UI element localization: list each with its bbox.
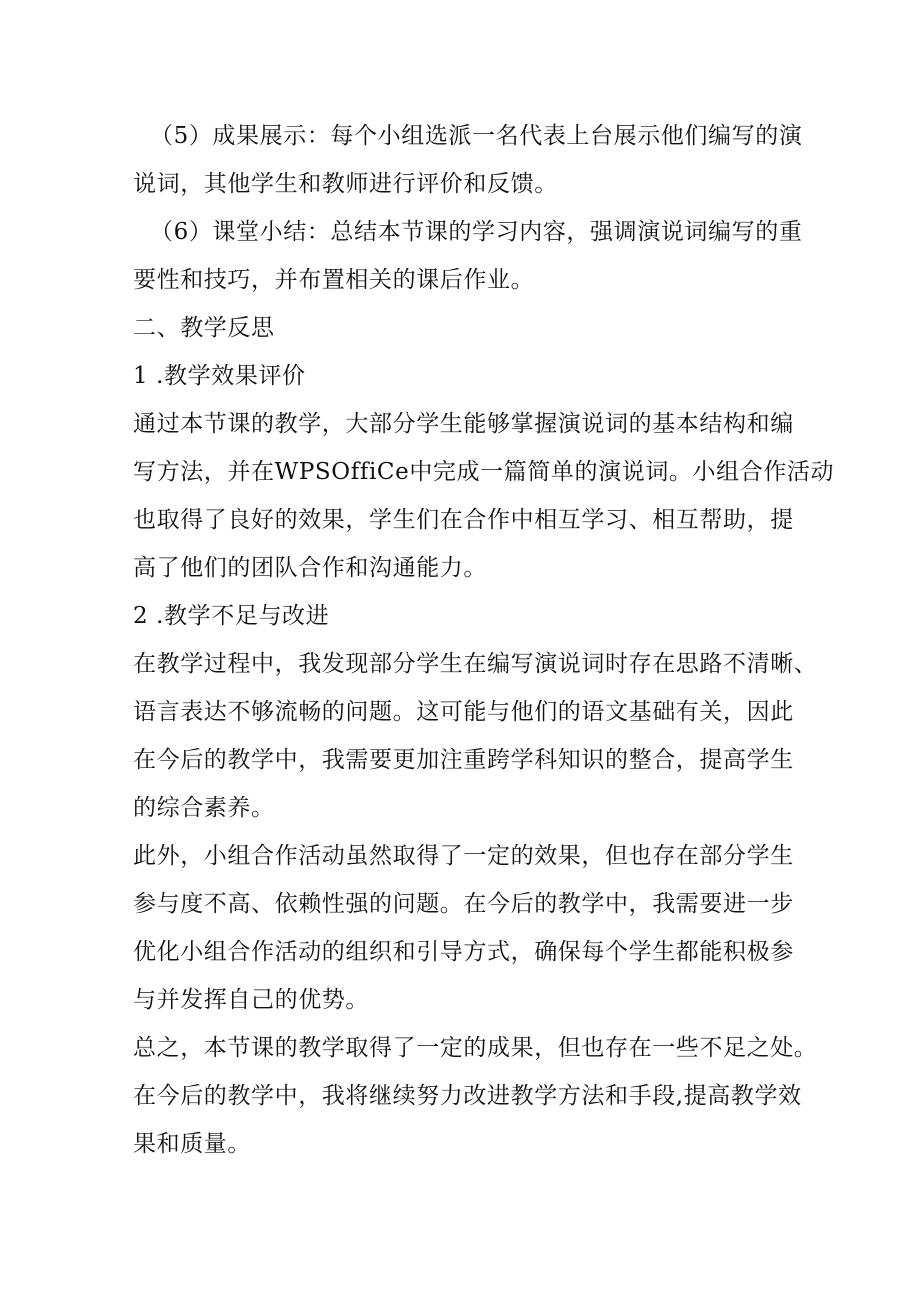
paragraph-line: 的综合素养。 [133, 795, 275, 821]
paragraph-line: 在今后的教学中，我将继续努力改进教学方法和手段,提高教学效 [133, 1083, 802, 1109]
paragraph-line: 此外，小组合作活动虽然取得了一定的效果，但也存在部分学生 [133, 843, 794, 869]
paragraph-line: 也取得了良好的效果，学生们在合作中相互学习、相互帮助，提 [133, 507, 794, 533]
section-heading-reflection: 二、教学反思 [133, 315, 275, 341]
paragraph-line: 与并发挥自己的优势。 [133, 987, 369, 1013]
paragraph-line: 参与度不高、依赖性强的问题。在今后的教学中，我需要进一步 [133, 891, 794, 917]
list-item-step-5-line-2: 说词，其他学生和教师进行评价和反馈。 [133, 171, 558, 197]
list-item-step-6-line-1: （6）课堂小结：总结本节课的学习内容，强调演说词编写的重 [150, 219, 803, 245]
subheading-shortcomings: 2 .教学不足与改进 [133, 603, 330, 629]
document-body [133, 112, 835, 1168]
paragraph-line: 写方法，并在WPSOffiCe中完成一篇简单的演说词。小组合作活动 [133, 459, 835, 485]
paragraph-line: 果和质量。 [133, 1131, 251, 1157]
paragraph-line: 通过本节课的教学，大部分学生能够掌握演说词的基本结构和编 [133, 411, 794, 437]
paragraph-line: 语言表达不够流畅的问题。这可能与他们的语文基础有关，因此 [133, 699, 794, 725]
paragraph-line: 优化小组合作活动的组织和引导方式，确保每个学生都能积极参 [133, 939, 794, 965]
paragraph-line: 总之，本节课的教学取得了一定的成果，但也存在一些不足之处。 [133, 1035, 818, 1061]
subheading-effect-evaluation: 1 .教学效果评价 [133, 363, 306, 389]
paragraph-line: 在教学过程中，我发现部分学生在编写演说词时存在思路不清晰、 [133, 651, 818, 677]
paragraph-line: 高了他们的团队合作和沟通能力。 [133, 555, 487, 581]
paragraph-line: 在今后的教学中，我需要更加注重跨学科知识的整合，提高学生 [133, 747, 794, 773]
list-item-step-5-line-1: （5）成果展示：每个小组选派一名代表上台展示他们编写的演 [150, 123, 803, 149]
list-item-step-6-line-2: 要性和技巧，并布置相关的课后作业。 [133, 267, 535, 293]
